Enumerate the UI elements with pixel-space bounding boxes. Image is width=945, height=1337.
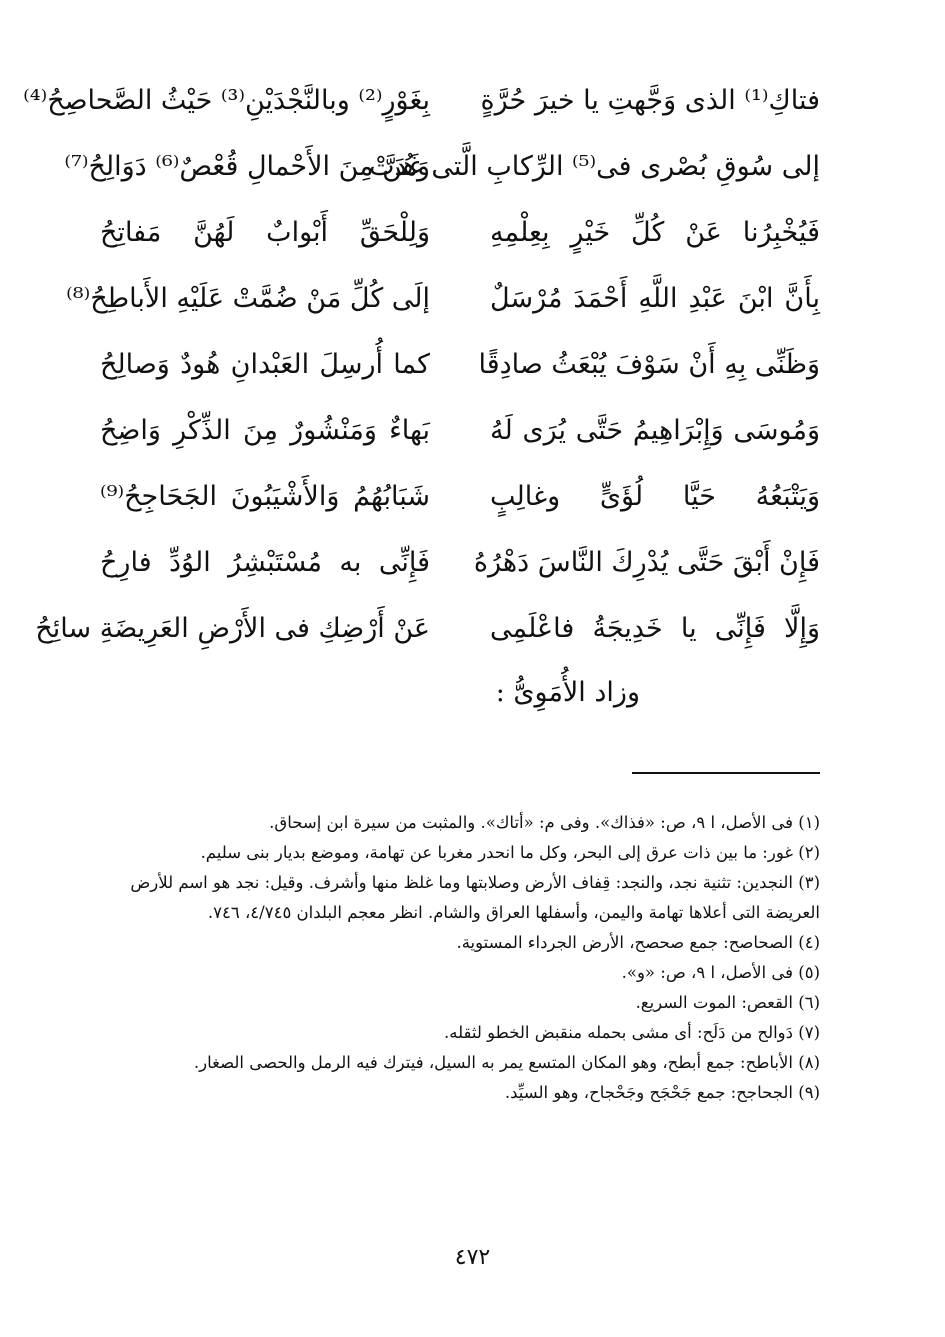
verse-first-hemistich: وَظَنِّى بِهِ أَنْ سَوْفَ يُبْعَثُ صادِقًا	[478, 348, 820, 380]
footnote: (٤) الصحاصح: جمع صحصح، الأرض الجرداء المستوية.	[456, 933, 820, 952]
page-number: ٤٧٢	[454, 1245, 491, 1270]
verse-line	[66, 268, 820, 328]
footnote: (٦) القعص: الموت السريع.	[635, 993, 820, 1012]
verse-first-hemistich: بِأَنَّ ابْنَ عَبْدِ اللَّهِ أَحْمَدَ مُرْسَلٌ	[490, 282, 820, 314]
verse-line	[100, 334, 820, 394]
verse-first-hemistich: وَمُوسَى وَإِبْرَاهِيمُ حَتَّى يُرَى لَهُ	[490, 414, 820, 446]
verse-second-hemistich: فَإِنِّى به مُسْتَبْشِرُ الوُدِّ فارِحُ	[100, 546, 430, 578]
verse-second-hemistich: إلَى كُلِّ مَنْ ضُمَّتْ عَلَيْهِ الأَباطِحُ⁽⁸⁾	[66, 282, 430, 314]
verse-first-hemistich: فَإِنْ أَبْقَ حَتَّى يُدْرِكَ النَّاسَ دَهْرُهُ	[473, 546, 820, 578]
footnote: (٧) دَوالح من دَلَح: أى مشى بحمله منقبض الخطو لثقله.	[443, 1023, 820, 1042]
footnote-separator	[632, 772, 820, 774]
verse-line	[64, 136, 820, 196]
footnote: (٨) الأباطح: جمع أبطح، وهو المكان المتسع يمر به السيل، فيترك فيه الرمل والحصى الصغار.	[193, 1053, 820, 1072]
verse-second-hemistich: عَنْ أَرْضِكِ فى الأَرْضِ العَرِيضَةِ سائِحُ	[35, 612, 430, 644]
footnote: (٩) الجحاجح: جمع جَحْجَح وجَحْجاح، وهو السيِّد.	[504, 1083, 820, 1102]
footnote: (٥) فى الأصل، ا ٩، ص: «و».	[621, 963, 820, 982]
verse-line	[23, 70, 820, 130]
verse-second-hemistich: كما أُرسِلَ العَبْدانِ هُودٌ وَصالِحُ	[100, 348, 430, 380]
verse-first-hemistich: وَيَتْبَعُهُ حَيَّا لُؤَىٍّ وغالِبٍ	[490, 480, 820, 512]
poem	[23, 70, 820, 660]
verse-line	[100, 202, 820, 262]
verse-line	[100, 400, 820, 460]
verse-line	[100, 466, 820, 526]
verse-first-hemistich: فتاكِ⁽¹⁾ الذى وَجَّهتِ يا خيرَ حُرَّةٍ	[480, 84, 820, 116]
verse-second-hemistich: بَهاءٌ وَمَنْشُورٌ مِنَ الذِّكْرِ وَاضِحُ	[100, 414, 430, 446]
verse-second-hemistich: بِغَوْرٍ⁽²⁾ وبالنَّجْدَيْنِ⁽³⁾ حَيْثُ الصَّحاصِحُ⁽⁴⁾	[23, 84, 430, 116]
verse-second-hemistich: شَبَابُهُمُ وَالأَشْيَبُونَ الجَحَاجِحُ⁽⁹⁾	[100, 480, 430, 512]
verse-first-hemistich: وَإِلَّا فَإِنِّى يا خَدِيجَةُ فاعْلَمِى	[490, 612, 820, 644]
verse-first-hemistich: فَيُخْبِرُنا عَنْ كُلِّ خَيْرٍ بِعِلْمِهِ	[490, 216, 820, 248]
closing-line: وزاد الأُمَوِىُّ :	[495, 677, 640, 708]
footnote: (١) فى الأصل، ا ٩، ص: «فذاك». وفى م: «أتاك». والمثبت من سيرة ابن إسحاق.	[269, 813, 820, 832]
verse-line	[35, 598, 820, 658]
footnote: (٣) النجدين: تثنية نجد، والنجد: قِفاف الأرض وصلابتها وما غلظ منها وأشرف. وقيل: نجد هو اسم للأرض العريضة التى أعلاها تهامة واليمن، وأسفلها العراق والشام. انظر معجم البلدان ٤/٧٤٥، ٧٤٦.	[130, 873, 820, 922]
footnotes	[125, 808, 820, 1108]
verse-second-hemistich: وَهُنَّ مِنَ الأَحْمالِ قُعْصٌ⁽⁶⁾ دَوَالِحُ⁽⁷⁾	[64, 150, 430, 182]
verse-line	[100, 532, 820, 592]
verse-second-hemistich: وَلِلْحَقِّ أَبْوابٌ لَهُنَّ مَفاتِحُ	[100, 216, 430, 248]
footnote: (٢) غور: ما بين ذات عرق إلى البحر، وكل ما انحدر مغربا عن تهامة، وموضع بديار بنى سليم.	[200, 843, 820, 862]
verse-first-hemistich: إلى سُوقِ بُصْرى فى⁽⁵⁾ الرِّكابِ الَّتى غَدَتْ	[369, 150, 820, 182]
